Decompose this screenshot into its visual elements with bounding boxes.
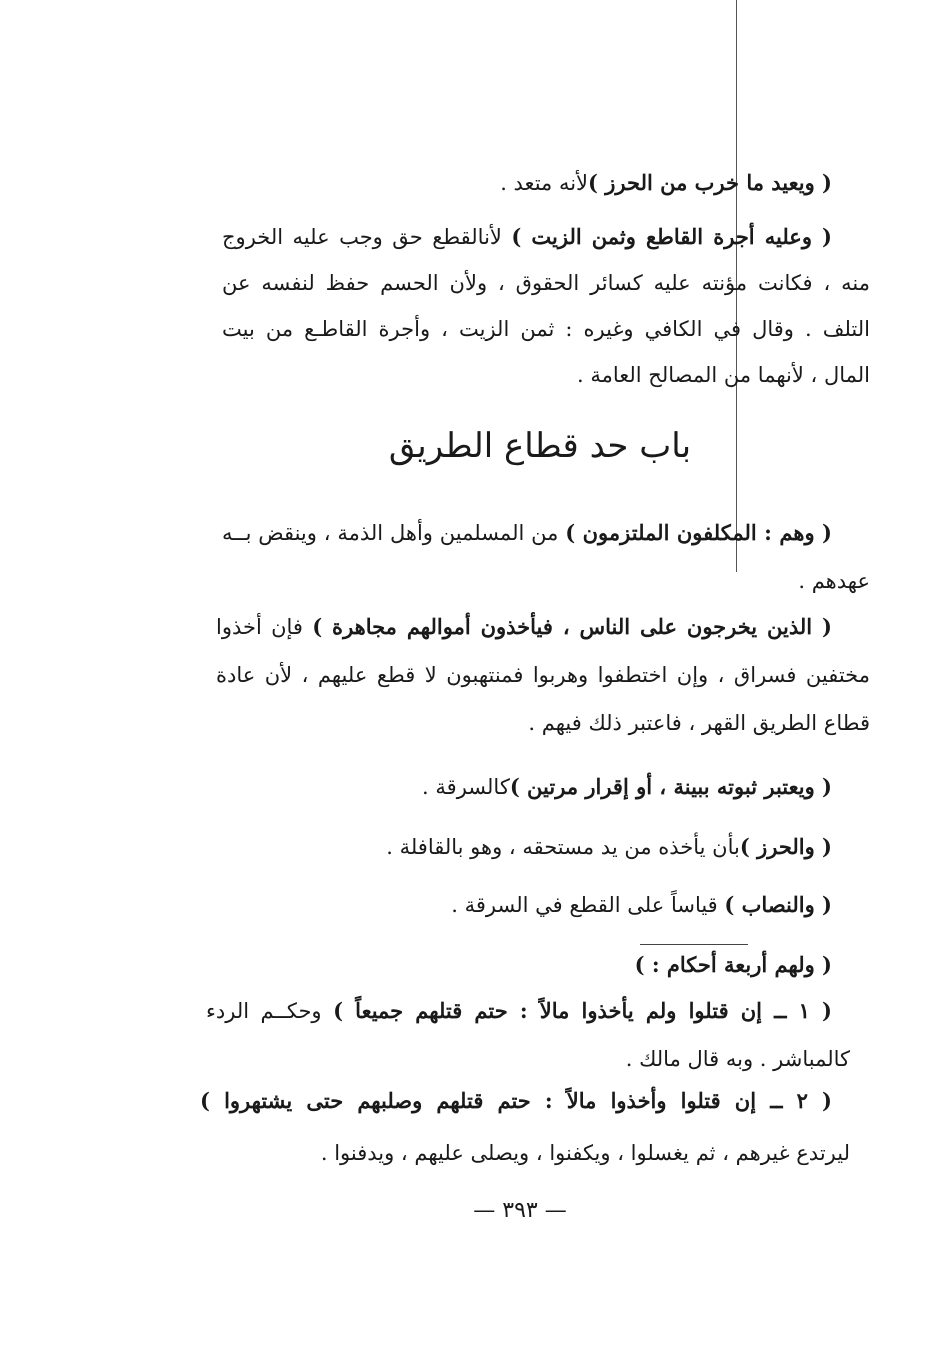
bold-segment: ( وهم : المكلفون الملتزمون )	[565, 520, 832, 545]
bold-segment: ( والنصاب )	[724, 892, 832, 917]
text-line-10	[480, 708, 870, 738]
text-line-18	[240, 1138, 850, 1168]
text-segment: لأنه متعد .	[500, 171, 589, 195]
text-line-16	[580, 1044, 850, 1074]
text-segment: ليرتدع غيرهم ، ثم يغسلوا ، ويكفنوا ، ويصلى عليهم ، ويدفنوا .	[320, 1141, 850, 1165]
text-segment: لأنالقطع حق وجب عليه الخروج	[222, 225, 512, 249]
text-segment: قياساً على القطع في السرقة .	[451, 893, 725, 917]
text-line-15	[206, 996, 832, 1026]
overline-decoration	[640, 944, 748, 945]
text-line-17	[200, 1086, 832, 1116]
bold-segment: ( ولهم أربعة أحكام : )	[634, 952, 832, 977]
text-segment: فإن أخذوا	[216, 615, 313, 639]
text-line-2	[222, 222, 832, 252]
text-line-5	[480, 360, 870, 390]
text-segment: منه ، فكانت مؤنته عليه كسائر الحقوق ، ولأن الحسم حفظ لنفسه عن	[222, 271, 870, 295]
text-line-8	[216, 612, 832, 642]
text-line-11	[360, 772, 832, 802]
text-segment: كالمباشر . وبه قال مالك .	[625, 1047, 850, 1071]
text-segment: المال ، لأنهما من المصالح العامة .	[576, 363, 870, 387]
text-line-13	[420, 890, 832, 920]
text-line-6	[222, 518, 832, 548]
text-line-9	[216, 660, 870, 690]
text-line-14	[600, 950, 832, 980]
bold-segment: ( ٢ ــ إن قتلوا وأخذوا مالاً : حتم قتلهم وصلبهم حتى يشتهروا )	[200, 1088, 832, 1113]
bold-segment: ( ويعتبر ثبوته ببينة ، أو إقرار مرتين )	[509, 774, 832, 799]
text-segment: مختفين فسراق ، وإن اختطفوا وهربوا فمنتهبون لا قطع عليهم ، لأن عادة	[216, 663, 870, 687]
text-line-4	[222, 314, 870, 344]
text-segment: قطاع الطريق القهر ، فاعتبر ذلك فيهم .	[528, 711, 870, 735]
text-line-12	[330, 832, 832, 862]
text-line-1	[460, 168, 832, 198]
bold-segment: ( ١ ــ إن قتلوا ولم يأخذوا مالاً : حتم قتلهم جميعاً )	[333, 998, 832, 1023]
text-segment: عهدهم .	[798, 569, 870, 593]
text-segment: من المسلمين وأهل الذمة ، وينقض بــه	[222, 521, 566, 545]
section-heading: باب حد قطاع الطريق	[388, 426, 692, 466]
bold-segment: ( وعليه أجرة القاطع وثمن الزيت )	[511, 224, 832, 249]
text-line-3	[222, 268, 870, 298]
bold-segment: ( والحرز )	[739, 834, 832, 859]
text-segment: التلف . وقال في الكافي وغيره : ثمن الزيت ، وأجرة القاطـع من بيت	[222, 317, 870, 341]
text-line-7	[700, 566, 870, 596]
text-segment: بأن يأخذه من يد مستحقه ، وهو بالقافلة .	[386, 835, 740, 859]
text-segment: كالسرقة .	[422, 775, 510, 799]
bold-segment: ( الذين يخرجون على الناس ، فيأخذون أموالهم مجاهرة )	[312, 614, 832, 639]
text-segment: وحكــم الردء	[206, 999, 334, 1023]
page-number: — ٣٩٣ —	[473, 1198, 567, 1223]
bold-segment: ( ويعيد ما خرب من الحرز )	[588, 170, 832, 195]
